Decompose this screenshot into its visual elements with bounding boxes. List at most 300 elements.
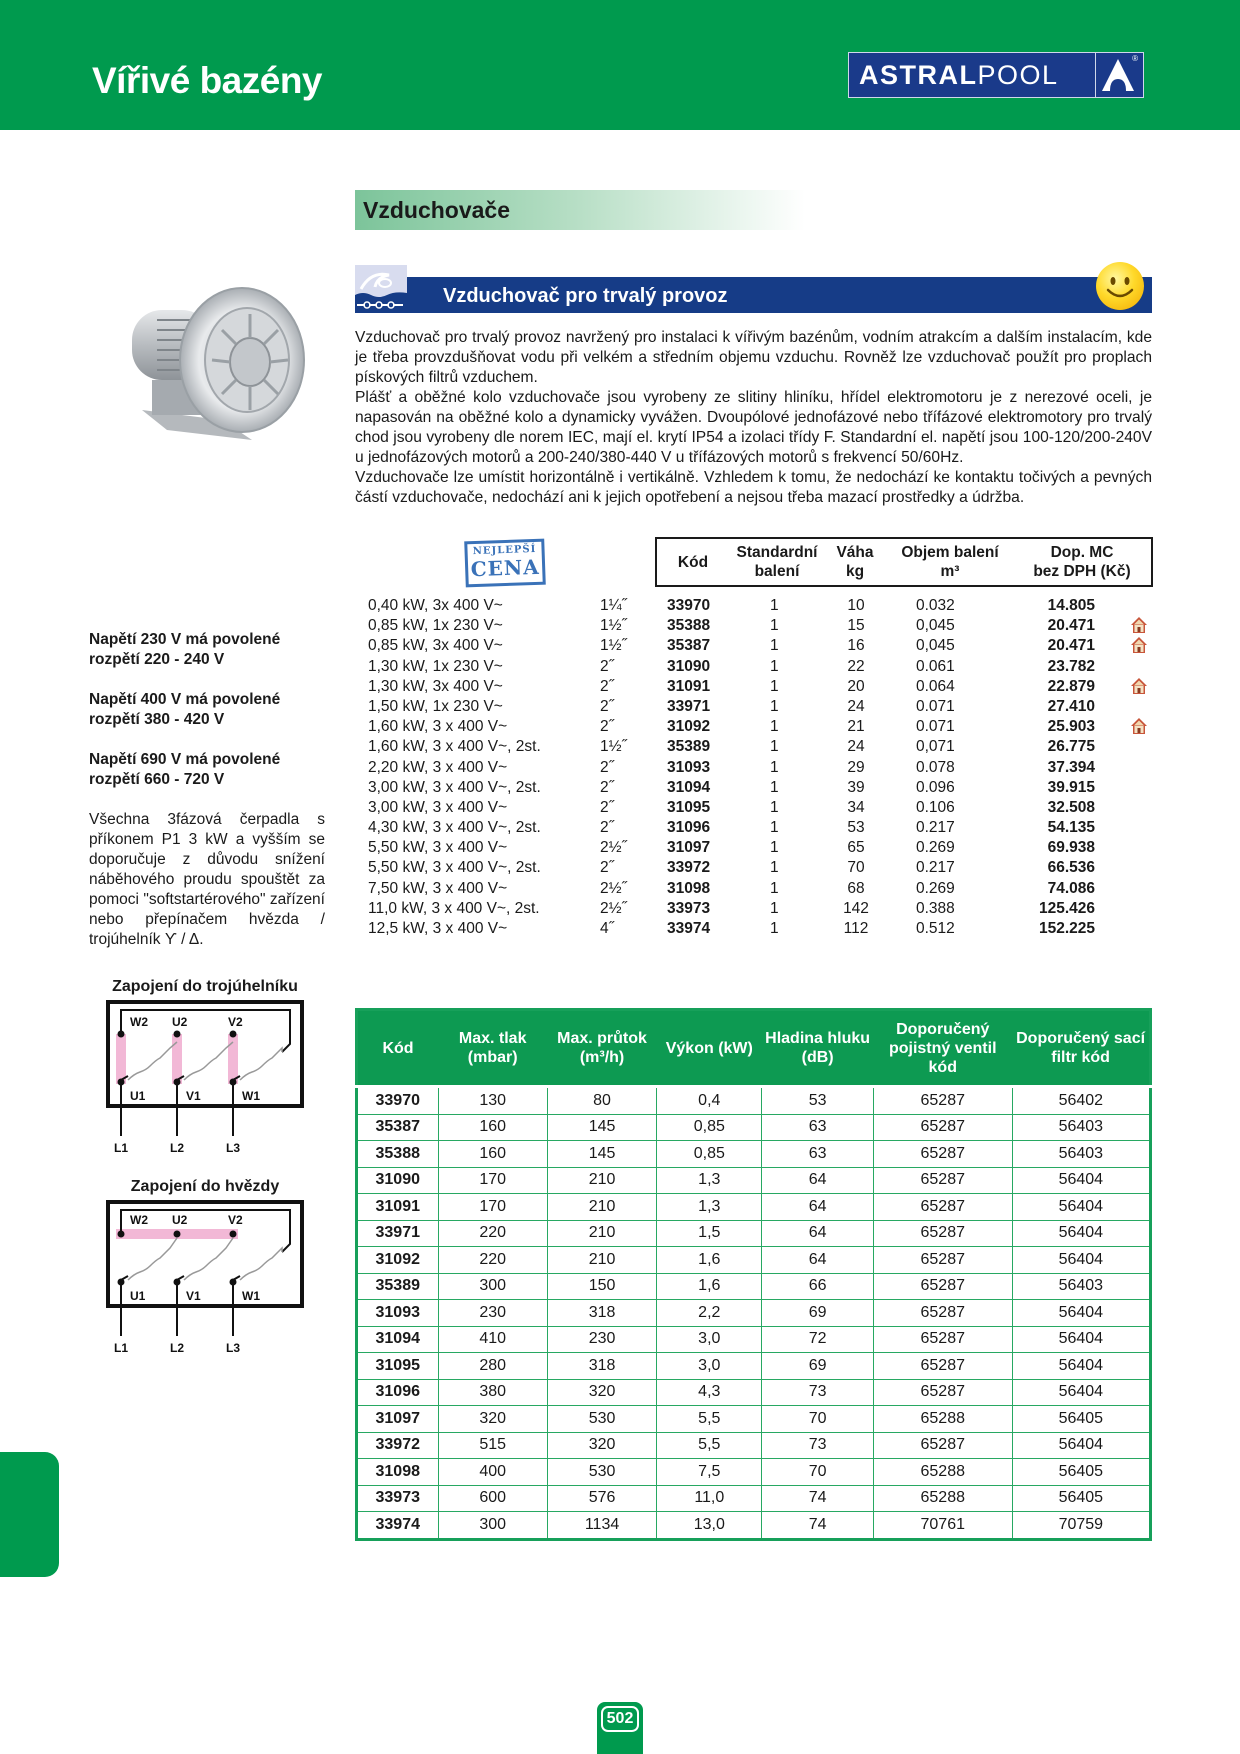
price-cell-pack: 1 — [770, 819, 779, 837]
terminal-label: W2 — [130, 1213, 148, 1227]
price-cell-weight: 39 — [847, 778, 865, 796]
spec-cell: 230 — [547, 1326, 656, 1353]
price-cell-code: 31091 — [667, 677, 711, 695]
spec-row — [357, 1485, 1151, 1512]
price-row — [368, 858, 1168, 878]
price-cell-code: 35388 — [667, 617, 711, 635]
best-price-stamp — [464, 539, 546, 588]
spec-cell: 65287 — [873, 1141, 1012, 1168]
spec-code-cell: 31090 — [357, 1167, 439, 1194]
spec-cell: 56404 — [1012, 1326, 1150, 1353]
price-row — [368, 616, 1168, 636]
price-cell-pack: 1 — [770, 879, 779, 897]
spec-row — [357, 1379, 1151, 1406]
price-cell-pack: 1 — [770, 597, 779, 614]
spec-cell: 56405 — [1012, 1459, 1150, 1486]
spec-cell: 2,2 — [657, 1300, 762, 1327]
spec-cell: 160 — [438, 1114, 547, 1141]
price-cell-pack: 1 — [770, 758, 779, 776]
voltage-note-690: Napětí 690 V má povolené rozpětí 660 - 720 V — [89, 751, 281, 788]
price-cell-weight: 15 — [847, 617, 865, 635]
line-label: L2 — [170, 1141, 185, 1155]
spec-cell: 56405 — [1012, 1406, 1150, 1433]
spec-row — [357, 1300, 1151, 1327]
description-paragraph: Vzduchovač pro trvalý provoz navržený pro instalaci k vířivým bazénům, vodním atrakcím a dalším instalacím, kde je třeba provzdušňovat vodu při velkém a středním objemu vzduchu. Rovněž lze vzduchovač použít pro proplach pískových filtrů vzduchem. — [355, 329, 1152, 386]
spec-code-cell: 31096 — [357, 1379, 439, 1406]
spec-row — [357, 1512, 1151, 1540]
spec-row — [357, 1141, 1151, 1168]
price-cell-pack: 1 — [770, 920, 779, 937]
spec-cell: 5,5 — [657, 1432, 762, 1459]
line-label: L2 — [170, 1341, 185, 1355]
price-cell-desc: 3,00 kW, 3 x 400 V~, 2st. — [368, 778, 541, 796]
price-cell-conn: 2˝ — [600, 778, 614, 796]
price-cell-desc: 2,20 kW, 3 x 400 V~ — [368, 758, 508, 776]
price-cell-volume: 0,045 — [916, 617, 955, 635]
price-cell-weight: 112 — [843, 920, 869, 937]
price-cell-conn: 2½˝ — [600, 839, 627, 857]
spec-cell: 300 — [438, 1512, 547, 1540]
section-header — [355, 190, 855, 230]
terminal-label: W2 — [130, 1015, 148, 1029]
price-cell-volume: 0.032 — [916, 597, 955, 614]
terminal-label: V2 — [228, 1213, 243, 1227]
house-icon — [1130, 717, 1148, 735]
price-cell-code: 31093 — [667, 758, 711, 776]
price-cell-price: 27.410 — [1047, 697, 1095, 715]
spec-cell: 220 — [438, 1247, 547, 1274]
spec-cell: 65287 — [873, 1432, 1012, 1459]
price-cell-price: 69.938 — [1047, 839, 1095, 857]
spec-cell: 65287 — [873, 1326, 1012, 1353]
price-cell-desc: 1,30 kW, 1x 230 V~ — [368, 657, 503, 675]
terminal-label: U1 — [130, 1289, 146, 1303]
spec-cell: 3,0 — [657, 1326, 762, 1353]
price-cell-conn: 2˝ — [600, 798, 614, 816]
spec-row — [357, 1432, 1151, 1459]
description-paragraph: Vzduchovače lze umístit horizontálně i vertikálně. Vzhledem k tomu, že nedochází ke kontaktu točivých a pevných částí vzduchovače, nedochází ani k jejich opotřebení a nejsou třeba mazací prostředky a údržba. — [355, 469, 1152, 506]
price-cell-conn: 2˝ — [600, 718, 614, 736]
price-cell-price: 14.805 — [1047, 597, 1095, 614]
price-cell-volume: 0.071 — [916, 718, 955, 736]
price-cell-volume: 0.078 — [916, 758, 955, 776]
price-row — [368, 596, 1168, 616]
spec-cell: 210 — [547, 1247, 656, 1274]
spec-table-header — [357, 1010, 1151, 1087]
spec-cell: 65287 — [873, 1353, 1012, 1380]
spec-cell: 210 — [547, 1220, 656, 1247]
product-header — [407, 277, 1152, 313]
spec-cell: 65287 — [873, 1220, 1012, 1247]
spec-cell: 56404 — [1012, 1220, 1150, 1247]
spec-row — [357, 1087, 1151, 1115]
price-cell-price: 20.471 — [1047, 617, 1095, 635]
price-cell-conn: 1¼˝ — [600, 597, 627, 614]
spec-code-cell: 31093 — [357, 1300, 439, 1327]
spec-cell: 53 — [762, 1087, 873, 1115]
spec-cell: 56403 — [1012, 1114, 1150, 1141]
price-cell-desc: 0,40 kW, 3x 400 V~ — [368, 597, 503, 614]
price-cell-code: 31090 — [667, 657, 711, 675]
price-cell-pack: 1 — [770, 778, 779, 796]
spec-cell: 65287 — [873, 1087, 1012, 1115]
price-cell-conn: 4˝ — [600, 920, 614, 937]
spec-code-cell: 31091 — [357, 1194, 439, 1221]
spec-cell: 70759 — [1012, 1512, 1150, 1540]
price-cell-desc: 1,60 kW, 3 x 400 V~ — [368, 718, 508, 736]
price-row — [368, 778, 1168, 798]
house-icon — [1130, 677, 1148, 695]
spec-code-cell: 31097 — [357, 1406, 439, 1433]
registered-mark: ® — [1132, 54, 1138, 63]
spec-code-cell: 33971 — [357, 1220, 439, 1247]
spec-cell: 70 — [762, 1459, 873, 1486]
delta-wiring-diagram — [100, 978, 310, 1161]
spec-cell: 210 — [547, 1194, 656, 1221]
spec-cell: 320 — [547, 1379, 656, 1406]
price-row — [368, 899, 1168, 919]
price-cell-weight: 29 — [847, 758, 865, 776]
price-cell-volume: 0,045 — [916, 637, 955, 655]
spec-cell: 64 — [762, 1194, 873, 1221]
spec-cell: 530 — [547, 1406, 656, 1433]
spec-cell: 0,4 — [657, 1087, 762, 1115]
price-cell-weight: 65 — [847, 839, 865, 857]
price-cell-pack: 1 — [770, 697, 779, 715]
price-cell-desc: 1,50 kW, 1x 230 V~ — [368, 697, 503, 715]
price-cell-code: 31094 — [667, 778, 711, 796]
price-row — [368, 717, 1168, 737]
price-cell-code: 35387 — [667, 637, 711, 655]
price-cell-volume: 0.064 — [916, 677, 955, 695]
spec-cell: 56404 — [1012, 1300, 1150, 1327]
price-cell-code: 31098 — [667, 879, 711, 897]
price-cell-pack: 1 — [770, 839, 779, 857]
spec-cell: 145 — [547, 1114, 656, 1141]
spec-cell: 63 — [762, 1141, 873, 1168]
spec-cell: 65288 — [873, 1459, 1012, 1486]
spec-cell: 4,3 — [657, 1379, 762, 1406]
price-cell-weight: 16 — [847, 637, 865, 655]
price-cell-desc: 0,85 kW, 3x 400 V~ — [368, 637, 503, 655]
price-cell-price: 25.903 — [1047, 718, 1095, 736]
spec-cell: 56404 — [1012, 1167, 1150, 1194]
spec-cell: 70 — [762, 1406, 873, 1433]
price-cell-volume: 0.512 — [916, 920, 955, 937]
price-cell-weight: 24 — [847, 738, 865, 756]
price-table-header — [655, 537, 1153, 587]
spec-cell: 65288 — [873, 1406, 1012, 1433]
spec-cell: 72 — [762, 1326, 873, 1353]
price-cell-code: 33970 — [667, 597, 711, 614]
price-cell-price: 152.225 — [1038, 920, 1095, 937]
spec-code-cell: 33974 — [357, 1512, 439, 1540]
price-cell-code: 33974 — [667, 920, 711, 937]
spec-cell: 56403 — [1012, 1273, 1150, 1300]
price-row — [368, 798, 1168, 818]
price-cell-volume: 0.388 — [916, 899, 955, 917]
voltage-note-230: Napětí 230 V má povolené rozpětí 220 - 240 V — [89, 631, 281, 668]
spec-cell: 65287 — [873, 1247, 1012, 1274]
price-cell-price: 32.508 — [1047, 798, 1095, 816]
spec-row — [357, 1459, 1151, 1486]
spec-cell: 64 — [762, 1247, 873, 1274]
price-cell-volume: 0,071 — [916, 738, 955, 756]
spec-row — [357, 1353, 1151, 1380]
spec-cell: 64 — [762, 1220, 873, 1247]
price-cell-volume: 0.217 — [916, 859, 955, 877]
price-cell-desc: 3,00 kW, 3 x 400 V~ — [368, 798, 508, 816]
voltage-notes — [89, 630, 325, 950]
spec-cell: 230 — [438, 1300, 547, 1327]
price-cell-conn: 1½˝ — [600, 637, 627, 655]
price-cell-weight: 20 — [847, 677, 865, 695]
smiley-icon — [1096, 262, 1144, 310]
price-cell-volume: 0.061 — [916, 657, 955, 675]
spec-cell: 0,85 — [657, 1114, 762, 1141]
header-code: Kód — [677, 553, 709, 571]
spec-cell: 1,6 — [657, 1247, 762, 1274]
spec-cell: 65287 — [873, 1114, 1012, 1141]
spec-row — [357, 1406, 1151, 1433]
spec-cell: 56404 — [1012, 1432, 1150, 1459]
logo-triangle-icon — [1095, 53, 1140, 97]
price-cell-price: 125.426 — [1038, 899, 1095, 917]
price-cell-code: 31096 — [667, 819, 711, 837]
spec-cell: 320 — [438, 1406, 547, 1433]
price-row — [368, 879, 1168, 899]
header-volume: Objem balení m³ — [901, 544, 999, 580]
spec-cell: 318 — [547, 1353, 656, 1380]
spec-code-cell: 31092 — [357, 1247, 439, 1274]
price-cell-weight: 21 — [847, 718, 865, 736]
price-cell-pack: 1 — [770, 899, 779, 917]
spec-cell: 56404 — [1012, 1194, 1150, 1221]
price-cell-pack: 1 — [770, 637, 779, 655]
price-cell-pack: 1 — [770, 798, 779, 816]
price-cell-pack: 1 — [770, 617, 779, 635]
spec-cell: 56404 — [1012, 1379, 1150, 1406]
star-wiring-diagram — [100, 1178, 310, 1361]
spec-cell: 56402 — [1012, 1087, 1150, 1115]
spec-cell: 1,3 — [657, 1167, 762, 1194]
spec-cell: 80 — [547, 1087, 656, 1115]
price-cell-volume: 0.071 — [916, 697, 955, 715]
price-cell-weight: 68 — [847, 879, 865, 897]
price-cell-weight: 24 — [847, 697, 865, 715]
spec-header-cell: Hladina hluku (dB) — [762, 1010, 873, 1087]
spec-cell: 160 — [438, 1141, 547, 1168]
spec-cell: 0,85 — [657, 1141, 762, 1168]
price-row — [368, 737, 1168, 757]
page-title: Vířivé bazény — [92, 60, 323, 101]
logo-wordmark — [849, 60, 1095, 91]
spec-row — [357, 1326, 1151, 1353]
price-cell-price: 20.471 — [1047, 637, 1095, 655]
spec-cell: 150 — [547, 1273, 656, 1300]
price-cell-desc: 11,0 kW, 3 x 400 V~, 2st. — [368, 899, 540, 917]
spec-cell: 65288 — [873, 1485, 1012, 1512]
price-cell-pack: 1 — [770, 859, 779, 877]
star-diagram-graphic — [100, 1196, 310, 1356]
spec-cell: 65287 — [873, 1273, 1012, 1300]
header-weight: Váha kg — [836, 544, 874, 580]
price-cell-weight: 142 — [843, 899, 869, 917]
price-cell-volume: 0.217 — [916, 819, 955, 837]
spec-cell: 1,6 — [657, 1273, 762, 1300]
spec-cell: 130 — [438, 1087, 547, 1115]
spec-cell: 56404 — [1012, 1247, 1150, 1274]
price-row — [368, 657, 1168, 677]
spec-cell: 530 — [547, 1459, 656, 1486]
price-cell-price: 22.879 — [1047, 677, 1095, 695]
price-cell-code: 35389 — [667, 738, 711, 756]
line-label: L1 — [114, 1141, 129, 1155]
spec-row — [357, 1247, 1151, 1274]
price-row — [368, 919, 1168, 939]
spec-cell: 56405 — [1012, 1485, 1150, 1512]
line-label: L3 — [226, 1141, 241, 1155]
star-diagram-title: Zapojení do hvězdy — [130, 1178, 280, 1195]
price-cell-desc: 7,50 kW, 3 x 400 V~ — [368, 879, 508, 897]
spec-header-cell: Doporučený sací filtr kód — [1012, 1010, 1150, 1087]
price-row — [368, 677, 1168, 697]
description-paragraph: Plášť a oběžné kolo vzduchovače jsou vyrobeny ze slitiny hliníku, hřídel elektromotoru je z nerezové oceli, je napasován na oběžné kolo a dynamicky vyvážen. Dvoupólové jednofázové nebo třífázové elektromotory pro trvalý chod jsou vyrobeny dle norem IEC, mají el. krytí IP54 a izolaci třídy F. Standardní el. napětí jsou 100-120/200-240V u jednofázových motorů a 200-240/380-440 V u třífázových motorů s frekvencí 50/60Hz. — [355, 389, 1152, 466]
spec-cell: 400 — [438, 1459, 547, 1486]
pool-icon — [355, 265, 407, 313]
product-title: Vzduchovač pro trvalý provoz — [443, 285, 728, 307]
house-icon — [1130, 636, 1148, 654]
spec-cell: 1134 — [547, 1512, 656, 1540]
spec-cell: 66 — [762, 1273, 873, 1300]
terminal-label: U2 — [172, 1015, 188, 1029]
delta-diagram-title: Zapojení do trojúhelníku — [112, 978, 298, 995]
price-cell-conn: 2½˝ — [600, 879, 627, 897]
price-cell-desc: 0,85 kW, 1x 230 V~ — [368, 617, 503, 635]
price-cell-price: 54.135 — [1047, 819, 1095, 837]
price-cell-price: 66.536 — [1047, 859, 1095, 877]
header-price: Dop. MC bez DPH (Kč) — [1033, 544, 1131, 580]
spec-code-cell: 31095 — [357, 1353, 439, 1380]
price-cell-weight: 34 — [847, 798, 865, 816]
price-cell-code: 31095 — [667, 798, 711, 816]
spec-cell: 65287 — [873, 1379, 1012, 1406]
spec-cell: 410 — [438, 1326, 547, 1353]
terminal-label: V1 — [186, 1289, 201, 1303]
logo-light-text: POOL — [977, 59, 1059, 90]
spec-cell: 280 — [438, 1353, 547, 1380]
terminal-label: W1 — [242, 1089, 260, 1103]
terminal-label: V2 — [228, 1015, 243, 1029]
spec-header-cell: Max. tlak (mbar) — [438, 1010, 547, 1087]
price-cell-conn: 1½˝ — [600, 738, 627, 756]
spec-cell: 70761 — [873, 1512, 1012, 1540]
spec-code-cell: 33972 — [357, 1432, 439, 1459]
price-cell-conn: 2˝ — [600, 859, 614, 877]
price-cell-code: 33972 — [667, 859, 711, 877]
spec-cell: 1,3 — [657, 1194, 762, 1221]
spec-cell: 170 — [438, 1167, 547, 1194]
spec-cell: 3,0 — [657, 1353, 762, 1380]
price-cell-conn: 2˝ — [600, 657, 614, 675]
spec-cell: 210 — [547, 1167, 656, 1194]
spec-code-cell: 31094 — [357, 1326, 439, 1353]
spec-header-cell: Kód — [357, 1010, 439, 1087]
price-cell-conn: 2˝ — [600, 677, 614, 695]
line-label: L1 — [114, 1341, 129, 1355]
spec-cell: 64 — [762, 1167, 873, 1194]
spec-cell: 220 — [438, 1220, 547, 1247]
price-cell-volume: 0.096 — [916, 778, 955, 796]
price-row — [368, 758, 1168, 778]
spec-code-cell: 33973 — [357, 1485, 439, 1512]
price-cell-conn: 2˝ — [600, 697, 614, 715]
spec-cell: 74 — [762, 1485, 873, 1512]
spec-cell: 318 — [547, 1300, 656, 1327]
stamp-line2: CENA — [470, 554, 541, 582]
price-cell-conn: 2˝ — [600, 819, 614, 837]
price-cell-weight: 10 — [847, 597, 865, 614]
spec-cell: 170 — [438, 1194, 547, 1221]
spec-cell: 65287 — [873, 1300, 1012, 1327]
delta-diagram-graphic — [100, 996, 310, 1156]
price-row — [368, 636, 1168, 656]
spec-cell: 65287 — [873, 1167, 1012, 1194]
house-icon — [1130, 616, 1148, 634]
logo-bold-text: ASTRAL — [859, 59, 978, 90]
price-cell-weight: 70 — [847, 859, 865, 877]
price-row — [368, 838, 1168, 858]
terminal-label: W1 — [242, 1289, 260, 1303]
spec-row — [357, 1273, 1151, 1300]
price-cell-price: 37.394 — [1047, 758, 1095, 776]
spec-code-cell: 35388 — [357, 1141, 439, 1168]
price-cell-pack: 1 — [770, 657, 779, 675]
spec-cell: 13,0 — [657, 1512, 762, 1540]
spec-header-cell: Max. průtok (m³/h) — [547, 1010, 656, 1087]
spec-cell: 1,5 — [657, 1220, 762, 1247]
spec-cell: 73 — [762, 1379, 873, 1406]
price-cell-pack: 1 — [770, 738, 779, 756]
spec-cell: 69 — [762, 1300, 873, 1327]
section-title: Vzduchovače — [363, 197, 510, 223]
spec-row — [357, 1220, 1151, 1247]
terminal-label: U2 — [172, 1213, 188, 1227]
spec-cell: 11,0 — [657, 1485, 762, 1512]
spec-row — [357, 1194, 1151, 1221]
spec-table — [355, 1008, 1152, 1541]
spec-cell: 380 — [438, 1379, 547, 1406]
page-number: 502 — [601, 1706, 639, 1732]
spec-header-cell: Doporučený pojistný ventil kód — [873, 1010, 1012, 1087]
astralpool-logo — [848, 52, 1144, 98]
price-cell-conn: 2½˝ — [600, 899, 627, 917]
spec-code-cell: 33970 — [357, 1087, 439, 1115]
voltage-note-400: Napětí 400 V má povolené rozpětí 380 - 420 V — [89, 691, 281, 728]
softstart-note: Všechna 3fázová čerpadla s příkonem P1 3 kW a vyšším se doporučuje z důvodu snížení náběhového proudu spouštět za pomoci "softstartérového" zařízení nebo přepínačem hvězda / trojúhelník ϒ / Δ. — [89, 811, 325, 948]
price-cell-desc: 1,60 kW, 3 x 400 V~, 2st. — [368, 738, 541, 756]
price-cell-pack: 1 — [770, 718, 779, 736]
spec-row — [357, 1167, 1151, 1194]
price-cell-weight: 22 — [847, 657, 865, 675]
price-cell-code: 31097 — [667, 839, 711, 857]
spec-cell: 7,5 — [657, 1459, 762, 1486]
spec-cell: 56403 — [1012, 1141, 1150, 1168]
spec-cell: 5,5 — [657, 1406, 762, 1433]
line-label: L3 — [226, 1341, 241, 1355]
price-cell-conn: 1½˝ — [600, 617, 627, 635]
price-cell-desc: 1,30 kW, 3x 400 V~ — [368, 677, 503, 695]
